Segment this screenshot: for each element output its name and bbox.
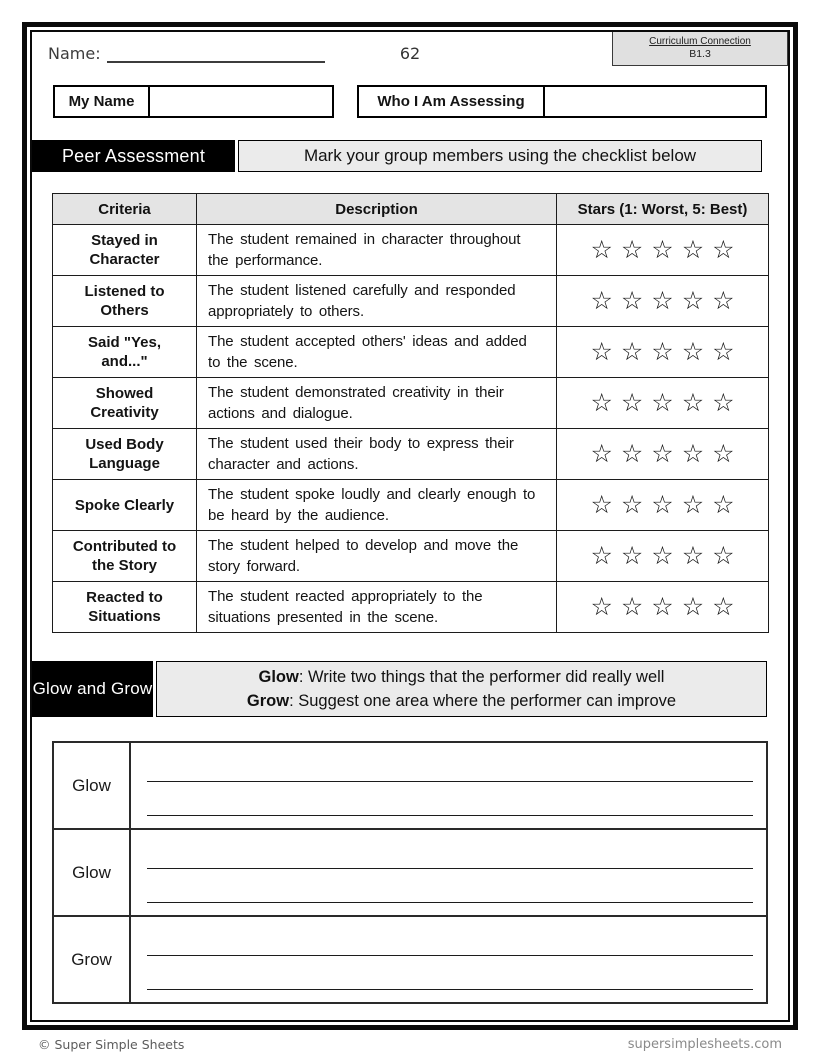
star-icon[interactable]: ☆ (651, 388, 674, 417)
star-icon[interactable]: ☆ (620, 388, 644, 417)
rubric-body (53, 225, 769, 633)
star-icon[interactable]: ☆ (681, 490, 705, 519)
criteria-cell: Said "Yes, and..." (53, 327, 197, 378)
star-icon[interactable]: ☆ (651, 541, 674, 570)
description-cell: The student spoke loudly and clearly enough to be heard by the audience. (197, 480, 557, 531)
glow-grow-body (53, 742, 767, 1003)
peer-assessment-instruction: Mark your group members using the checklist below (238, 140, 762, 172)
star-icon[interactable]: ☆ (712, 337, 735, 366)
glow-grow-title: Glow and Grow (32, 661, 153, 717)
page-number: 62 (399, 44, 421, 63)
top-bar (32, 32, 788, 85)
writing-line[interactable] (147, 955, 753, 956)
star-icon[interactable]: ☆ (651, 490, 674, 519)
rubric-header-row (53, 194, 769, 225)
grow-instruction-bold: Grow (246, 692, 290, 710)
glow-instruction (259, 665, 665, 689)
stars-cell (557, 378, 769, 429)
writing-line[interactable] (147, 781, 753, 782)
stars-cell (557, 327, 769, 378)
star-icon[interactable]: ☆ (681, 286, 705, 315)
description-cell: The student used their body to express their character and actions. (197, 429, 557, 480)
row-label: Glow (53, 829, 130, 916)
star-icon[interactable]: ☆ (620, 235, 644, 264)
star-icon[interactable]: ☆ (712, 541, 735, 570)
badge-code: B1.3 (689, 48, 711, 60)
description-cell: The student remained in character throughout the performance. (197, 225, 557, 276)
stars-cell (557, 225, 769, 276)
identity-row (53, 85, 767, 118)
description-cell: The student accepted others' ideas and added to the scene. (197, 327, 557, 378)
star-icon[interactable]: ☆ (712, 592, 735, 621)
star-icon[interactable]: ☆ (712, 235, 735, 264)
description-cell: The student demonstrated creativity in their actions and dialogue. (197, 378, 557, 429)
peer-assessment-title: Peer Assessment (32, 140, 235, 172)
star-icon[interactable]: ☆ (590, 235, 613, 264)
stars-cell (557, 429, 769, 480)
glow-instruction-rest: : Write two things that the performer did really well (298, 668, 665, 686)
criteria-cell: Spoke Clearly (53, 480, 197, 531)
star-icon[interactable]: ☆ (712, 286, 735, 315)
peer-assessment-bar (32, 140, 788, 172)
writing-line[interactable] (147, 989, 753, 990)
name-line[interactable] (107, 44, 325, 63)
criteria-cell: Reacted to Situations (53, 582, 197, 633)
table-row (53, 429, 769, 480)
page-inner (30, 30, 790, 1022)
star-icon[interactable]: ☆ (712, 439, 735, 468)
star-icon[interactable]: ☆ (590, 490, 613, 519)
star-icon[interactable]: ☆ (712, 388, 735, 417)
writing-area[interactable] (130, 916, 767, 1003)
star-icon[interactable]: ☆ (651, 286, 674, 315)
footer-website: supersimplesheets.com (627, 1037, 782, 1052)
assessing-label: Who I Am Assessing (359, 87, 545, 116)
glow-grow-table-wrap (32, 741, 788, 1004)
star-icon[interactable]: ☆ (651, 235, 674, 264)
writing-line[interactable] (147, 868, 753, 869)
star-icon[interactable]: ☆ (620, 337, 644, 366)
description-cell: The student listened carefully and responded appropriately to others. (197, 276, 557, 327)
my-name-input[interactable] (150, 87, 332, 116)
star-icon[interactable]: ☆ (681, 235, 705, 264)
stars-cell (557, 582, 769, 633)
name-label: Name: (48, 44, 101, 63)
star-icon[interactable]: ☆ (620, 490, 644, 519)
star-icon[interactable]: ☆ (681, 337, 705, 366)
table-row (53, 531, 769, 582)
glow-instruction-bold: Glow (258, 668, 299, 686)
table-row (53, 225, 769, 276)
writing-area[interactable] (130, 829, 767, 916)
star-icon[interactable]: ☆ (620, 541, 644, 570)
criteria-cell: Used Body Language (53, 429, 197, 480)
description-header: Description (197, 194, 557, 225)
curriculum-badge (612, 32, 788, 66)
star-icon[interactable]: ☆ (712, 490, 735, 519)
row-label: Glow (53, 742, 130, 829)
star-icon[interactable]: ☆ (590, 337, 613, 366)
star-icon[interactable]: ☆ (651, 337, 674, 366)
glow-grow-instructions (156, 661, 767, 717)
description-cell: The student helped to develop and move the story forward. (197, 531, 557, 582)
glow-grow-bar (32, 661, 788, 717)
badge-title: Curriculum Connection (649, 36, 751, 47)
page-frame (22, 22, 798, 1030)
star-icon[interactable]: ☆ (620, 286, 644, 315)
star-icon[interactable]: ☆ (681, 541, 705, 570)
row-label: Grow (53, 916, 130, 1003)
rubric-wrap (32, 193, 788, 633)
table-row (53, 829, 767, 916)
table-row (53, 327, 769, 378)
description-cell: The student reacted appropriately to the situations presented in the scene. (197, 582, 557, 633)
star-icon[interactable]: ☆ (590, 286, 613, 315)
star-icon[interactable]: ☆ (651, 439, 674, 468)
footer-copyright: © Super Simple Sheets (38, 1037, 185, 1052)
table-row (53, 742, 767, 829)
grow-instruction (247, 689, 676, 713)
star-icon[interactable]: ☆ (590, 592, 613, 621)
table-row (53, 582, 769, 633)
grow-instruction-rest: : Suggest one area where the performer can improve (289, 692, 677, 710)
my-name-label: My Name (55, 87, 150, 116)
writing-line[interactable] (147, 815, 753, 816)
table-row (53, 276, 769, 327)
star-icon[interactable]: ☆ (590, 541, 613, 570)
star-icon[interactable]: ☆ (681, 592, 705, 621)
star-icon[interactable]: ☆ (590, 388, 613, 417)
writing-area[interactable] (130, 742, 767, 829)
criteria-cell: Listened to Others (53, 276, 197, 327)
criteria-header: Criteria (53, 194, 197, 225)
criteria-cell: Stayed in Character (53, 225, 197, 276)
star-icon[interactable]: ☆ (681, 388, 705, 417)
table-row (53, 480, 769, 531)
table-row (53, 378, 769, 429)
rubric-table (52, 193, 769, 633)
my-name-box (53, 85, 334, 118)
criteria-cell: Contributed to the Story (53, 531, 197, 582)
assessing-box (357, 85, 767, 118)
assessing-input[interactable] (545, 87, 765, 116)
stars-header: Stars (1: Worst, 5: Best) (557, 194, 769, 225)
criteria-cell: Showed Creativity (53, 378, 197, 429)
star-icon[interactable]: ☆ (681, 439, 705, 468)
stars-cell (557, 531, 769, 582)
glow-grow-table (52, 741, 768, 1004)
star-icon[interactable]: ☆ (590, 439, 613, 468)
writing-line[interactable] (147, 902, 753, 903)
star-icon[interactable]: ☆ (620, 592, 644, 621)
table-row (53, 916, 767, 1003)
star-icon[interactable]: ☆ (651, 592, 674, 621)
stars-cell (557, 276, 769, 327)
name-row (48, 44, 325, 63)
star-icon[interactable]: ☆ (620, 439, 644, 468)
stars-cell (557, 480, 769, 531)
